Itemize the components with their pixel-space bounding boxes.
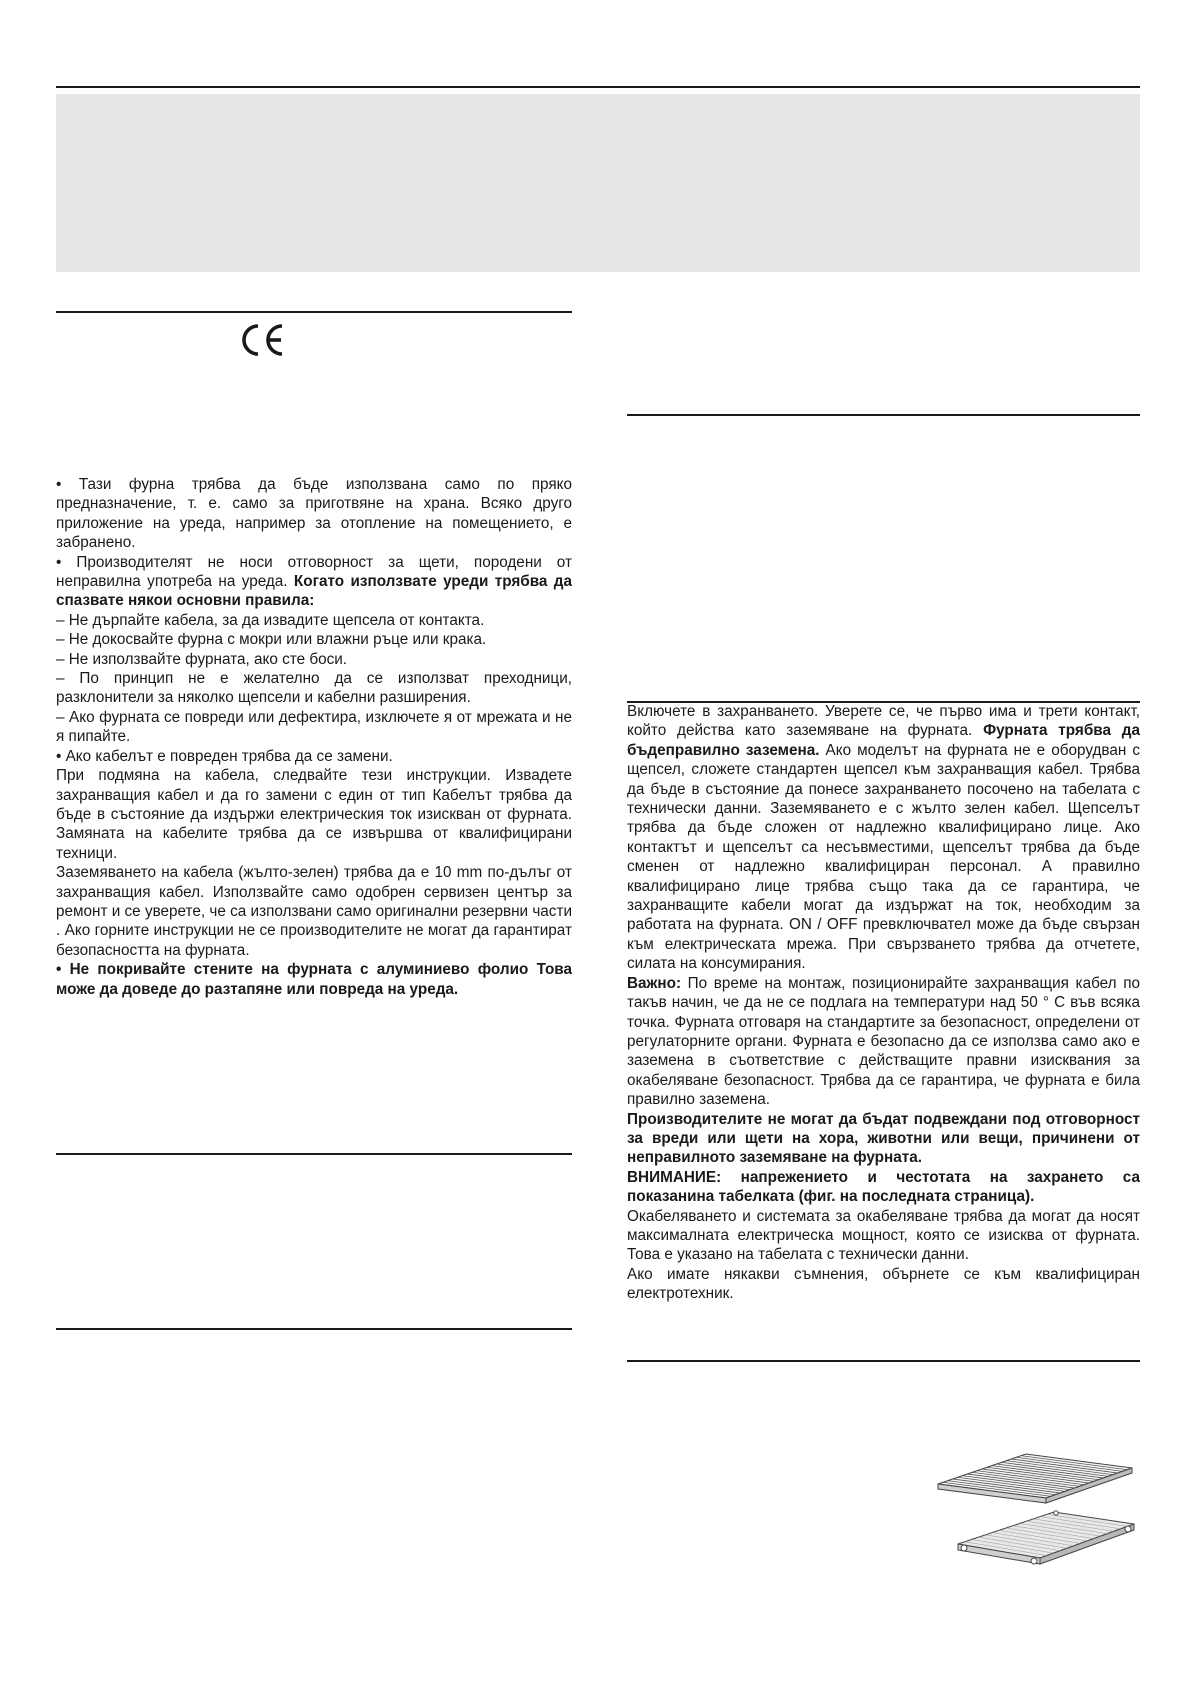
paragraph	[56, 630, 572, 649]
left-section-rule-3	[56, 1328, 572, 1330]
oven-racks-illustration	[930, 1440, 1140, 1568]
paragraph	[56, 766, 572, 863]
text-run: Окабеляването и системата за окабеляване трябва да могат да носят максималната електрическа мощност, която се изисква от фурната. Това е указано на табелата с технически данни.	[627, 1207, 1140, 1264]
paragraph	[56, 475, 572, 553]
paragraph	[56, 669, 572, 708]
text-run: Ако имате някакви съмнения, обърнете се към квалифициран електротехник.	[627, 1265, 1140, 1303]
text-run: • Тази фурна трябва да бъде използвана само по пряко предназначение, т. е. само за приготвяне на храна. Всяко друго приложение на уреда, например за отопление на помещението, е забранено.	[56, 476, 572, 552]
text-run: – По принцип не е желателно да се използват преходници, разклонители за няколко щепсели и кабелни разширения.	[56, 670, 572, 707]
paragraph	[627, 1265, 1140, 1304]
paragraph	[627, 1110, 1140, 1168]
text-run: По време на монтаж, позиционирайте захранващия кабел по такъв начин, че да не се подлага на температури над 50 ° С във всяка точка. Фурната отговаря на стандартите за безопасност, определени от регулаторните органи. Фурната е безопасно да се използва само ако е заземена в съответствие с действащите правни изисквания за окабеляване безопасност. Трябва да се гарантира, че фурната е била правилно заземена.	[627, 974, 1140, 1109]
paragraph	[56, 553, 572, 611]
text-run: При подмяна на кабела, следвайте тези инструкции. Извадете захранващия кабел и да го замени с един от тип Кабелът трябва да бъде в състояние да издържи електрическия ток изискван от фурната. Замяната на кабелите трябва да се извършва от квалифицирани техници.	[56, 767, 572, 862]
paragraph	[627, 1168, 1140, 1207]
text-run: • Ако кабелът е повреден трябва да се замени.	[56, 747, 393, 765]
paragraph	[56, 863, 572, 960]
header-banner	[56, 94, 1140, 272]
top-rule	[56, 86, 1140, 88]
wire-shelf-icon	[938, 1454, 1132, 1503]
safety-instructions	[56, 475, 572, 999]
text-run: • Производителят не носи отговорност за щети, породени от неправилна употреба на уреда.	[56, 553, 572, 591]
left-section-rule-1	[56, 311, 572, 313]
bold-text: ВНИМАНИЕ: напрежението и честотата на захрането са показанина табелката (фиг. на последната страница).	[627, 1168, 1140, 1206]
text-run: – Не дърпайте кабела, за да извадите щепсела от контакта.	[56, 611, 485, 629]
ce-mark-icon	[237, 320, 287, 360]
bold-text: Важно:	[627, 974, 682, 992]
text-run: – Не докосвайте фурна с мокри или влажни ръце или крака.	[56, 631, 487, 649]
left-section-rule-2	[56, 1153, 572, 1155]
electrical-connection-instructions	[627, 702, 1140, 1304]
bold-text: Фурната трябва да бъдеправилно заземена.	[627, 722, 1141, 759]
bold-text: • Не покривайте стените на фурната с алуминиево фолио Това може да доведе до разтапяне или повреда на уреда.	[56, 961, 572, 998]
text-run: Заземяването на кабела (жълто-зелен) трябва да е 10 mm по-дълъг от захранващия кабел. Използвайте само одобрен сервизен център за ремонт и се уверете, че са използвани само оригинални резервни части . Ако горните инструкции не се производителите не могат да гарантират безопасността на фурната.	[56, 864, 573, 959]
paragraph	[56, 650, 572, 669]
paragraph	[56, 708, 572, 747]
paragraph	[56, 747, 572, 766]
paragraph	[627, 1207, 1140, 1265]
bold-text: Производителите не могат да бъдат подвеждани под отговорност за вреди или щети на хора, животни или вещи, причинени от неправилното заземяване на фурната.	[627, 1110, 1140, 1167]
paragraph	[56, 611, 572, 630]
right-section-rule-1	[627, 414, 1140, 416]
text-run: Включете в захранването. Уверете се, че първо има и трети контакт, който действа като заземяване на фурната.	[627, 703, 1140, 740]
paragraph	[56, 960, 572, 999]
baking-tray-icon	[958, 1511, 1134, 1564]
paragraph	[627, 974, 1140, 1110]
text-run: – Не използвайте фурната, ако сте боси.	[56, 650, 348, 668]
text-run: – Ако фурната се повреди или дефектира, изключете я от мрежата и не я пипайте.	[56, 708, 572, 746]
paragraph	[627, 702, 1140, 974]
text-run: Ако моделът на фурната не е оборудван с щепсел, сложете стандартен щепсел към захранващия кабел. Трябва да бъде в състояние да понесе захранването посочено на табелата с технически данни. Заземяването е с жълто зелен кабел. Щепселът трябва да бъде сложен от надлежно квалифицирано лице. Ако контактът и щепселът са несъвместими, щепселът трябва да бъде сменен от надлежно квалифициран персонал. А правилно квалифицирано лице трябва също така да се гарантира, че захранващите кабели могат да издържат на ток, необходим за работата на фурната. ON / OFF превключвател може да бъде свързан към електрическата мрежа. При свързването трябва да отчетете, силата на консумирания.	[627, 741, 1140, 973]
right-section-rule-3	[627, 1360, 1140, 1362]
bold-text: Когато използвате уреди трябва да спазвате някои основни правила:	[56, 573, 573, 610]
